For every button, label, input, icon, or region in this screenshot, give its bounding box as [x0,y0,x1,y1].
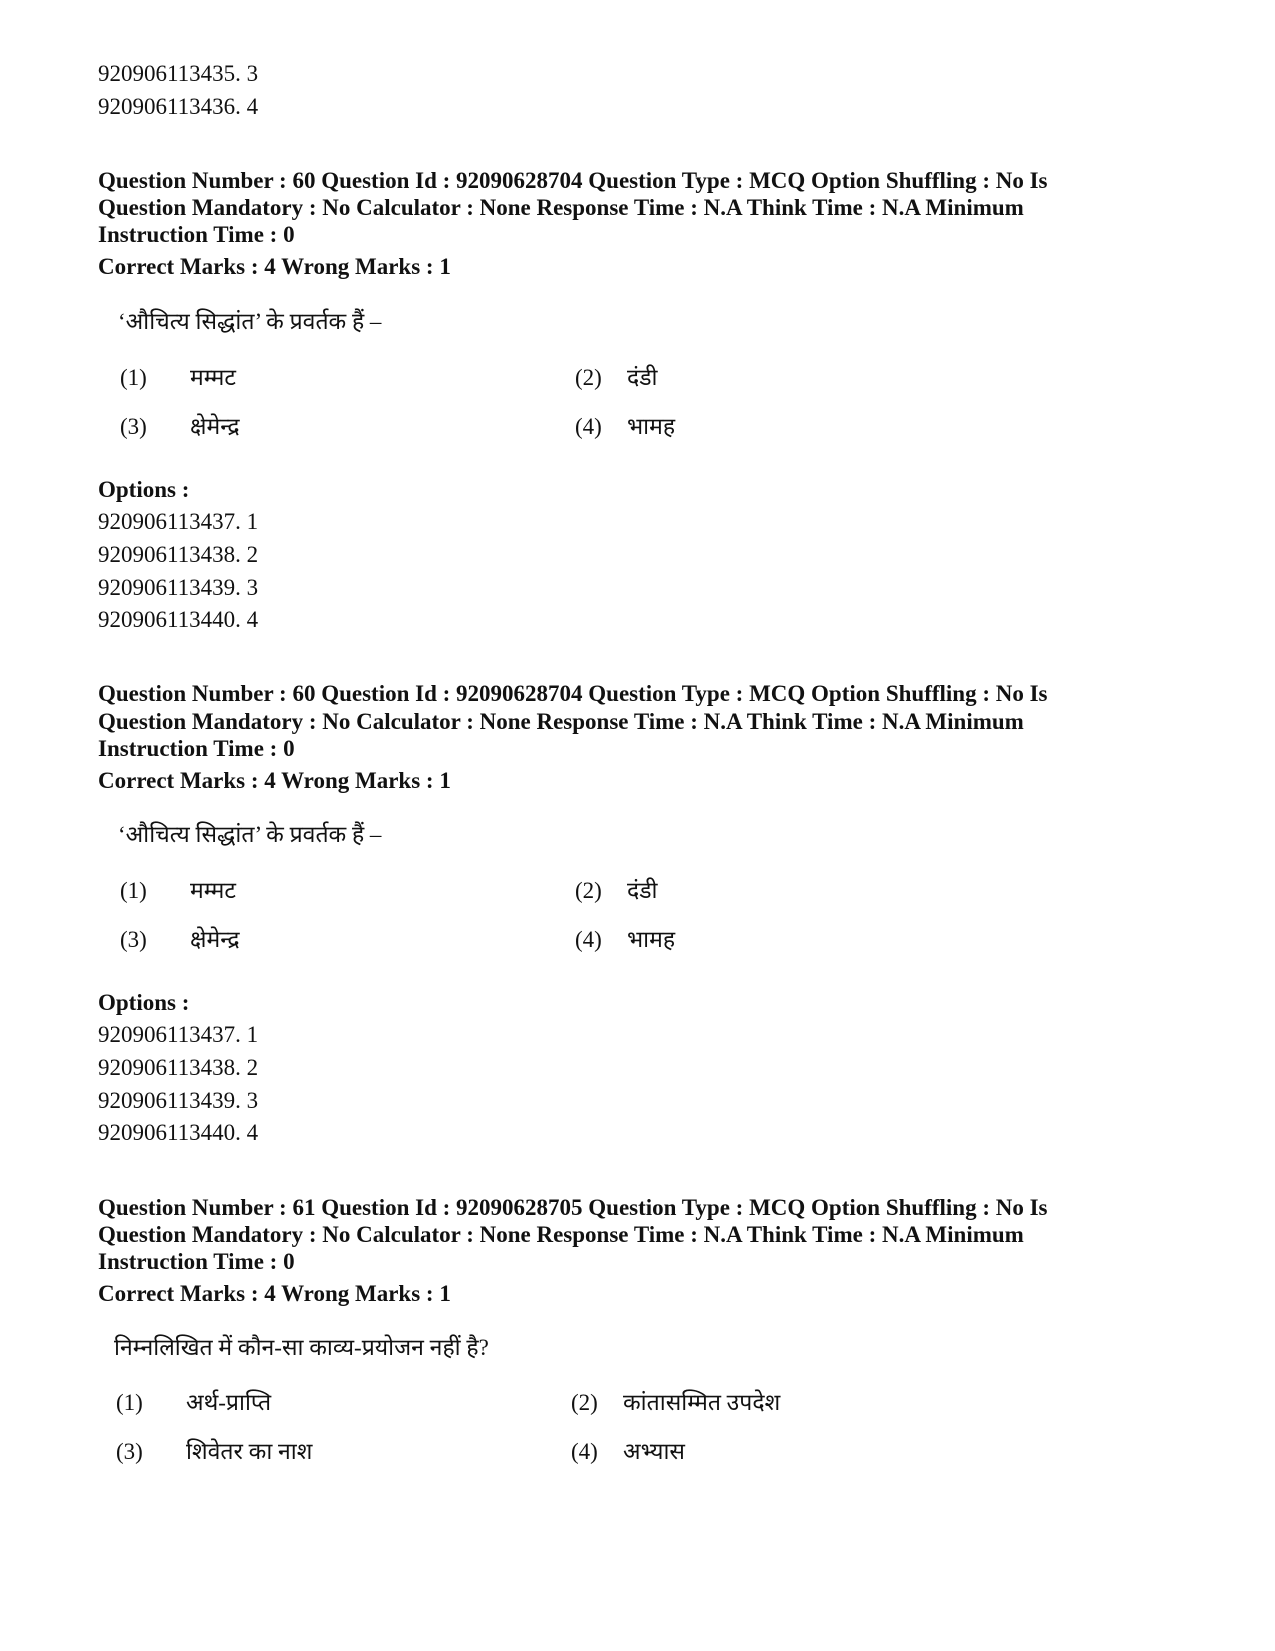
option-line: 920906113439. 3 [98,575,259,600]
option-line: 920906113437. 1 [98,509,259,534]
choice-number: (2) [575,365,602,390]
choice-3 [116,1437,312,1467]
choice-number: (1) [120,878,147,903]
question-header-line: Question Mandatory : No Calculator : None Response Time : N.A Think Time : N.A Minimum [98,195,1024,220]
choice-4 [575,412,675,442]
question-header-line: Instruction Time : 0 [98,736,295,761]
question-text: ‘औचित्य सिद्धांत’ के प्रवर्तक हैं – [118,822,382,847]
question-header-line: Question Number : 60 Question Id : 92090628704 Question Type : MCQ Option Shuffling : No Is [98,168,1048,193]
choice-label: शिवेतर का नाश [186,1439,313,1464]
choice-4 [571,1437,685,1467]
choice-label: अर्थ-प्राप्ति [186,1390,272,1415]
choice-1 [116,1388,271,1418]
question-text: निम्नलिखित में कौन-सा काव्य-प्रयोजन नहीं है? [114,1335,489,1360]
choice-1 [120,876,236,906]
choice-label: भामह [627,414,676,439]
choice-number: (3) [116,1439,143,1464]
choice-label: क्षेमेन्द्र [190,414,240,439]
choice-number: (3) [120,927,147,952]
choice-number: (2) [575,878,602,903]
question-header-line: Question Mandatory : No Calculator : None Response Time : N.A Think Time : N.A Minimum [98,709,1024,734]
choice-label: अभ्यास [623,1439,685,1464]
choice-2 [575,876,657,906]
choice-label: दंडी [627,365,658,390]
choice-number: (4) [575,414,602,439]
choice-2 [575,363,657,393]
option-line: 920906113435. 3 [98,61,259,86]
question-header-line: Instruction Time : 0 [98,222,295,247]
choice-3 [120,412,240,442]
option-line: 920906113437. 1 [98,1022,259,1047]
choice-label: मम्मट [190,878,236,903]
choice-number: (4) [575,927,602,952]
choice-number: (1) [116,1390,143,1415]
option-line: 920906113438. 2 [98,1055,259,1080]
choice-number: (3) [120,414,147,439]
choice-3 [120,925,240,955]
choice-number: (2) [571,1390,598,1415]
option-line: 920906113440. 4 [98,1120,259,1145]
question-header-line: Question Mandatory : No Calculator : None Response Time : N.A Think Time : N.A Minimum [98,1222,1024,1247]
option-line: 920906113440. 4 [98,607,259,632]
choice-1 [120,363,236,393]
question-marks: Correct Marks : 4 Wrong Marks : 1 [98,1281,451,1306]
choice-4 [575,925,675,955]
choice-2 [571,1388,780,1418]
choice-label: कांतासम्मित उपदेश [623,1390,781,1415]
question-header-line: Instruction Time : 0 [98,1249,295,1274]
choice-label: क्षेमेन्द्र [190,927,240,952]
question-marks: Correct Marks : 4 Wrong Marks : 1 [98,254,451,279]
option-line: 920906113438. 2 [98,542,259,567]
question-header-line: Question Number : 60 Question Id : 92090628704 Question Type : MCQ Option Shuffling : No Is [98,681,1048,706]
question-header-line: Question Number : 61 Question Id : 92090628705 Question Type : MCQ Option Shuffling : No Is [98,1195,1048,1220]
options-label: Options : [98,990,190,1015]
question-text: ‘औचित्य सिद्धांत’ के प्रवर्तक हैं – [118,309,382,334]
option-line: 920906113439. 3 [98,1088,259,1113]
choice-number: (1) [120,365,147,390]
option-line: 920906113436. 4 [98,94,259,119]
choice-label: मम्मट [190,365,236,390]
choice-label: भामह [627,927,676,952]
options-label: Options : [98,477,190,502]
choice-label: दंडी [627,878,658,903]
choice-number: (4) [571,1439,598,1464]
question-marks: Correct Marks : 4 Wrong Marks : 1 [98,768,451,793]
